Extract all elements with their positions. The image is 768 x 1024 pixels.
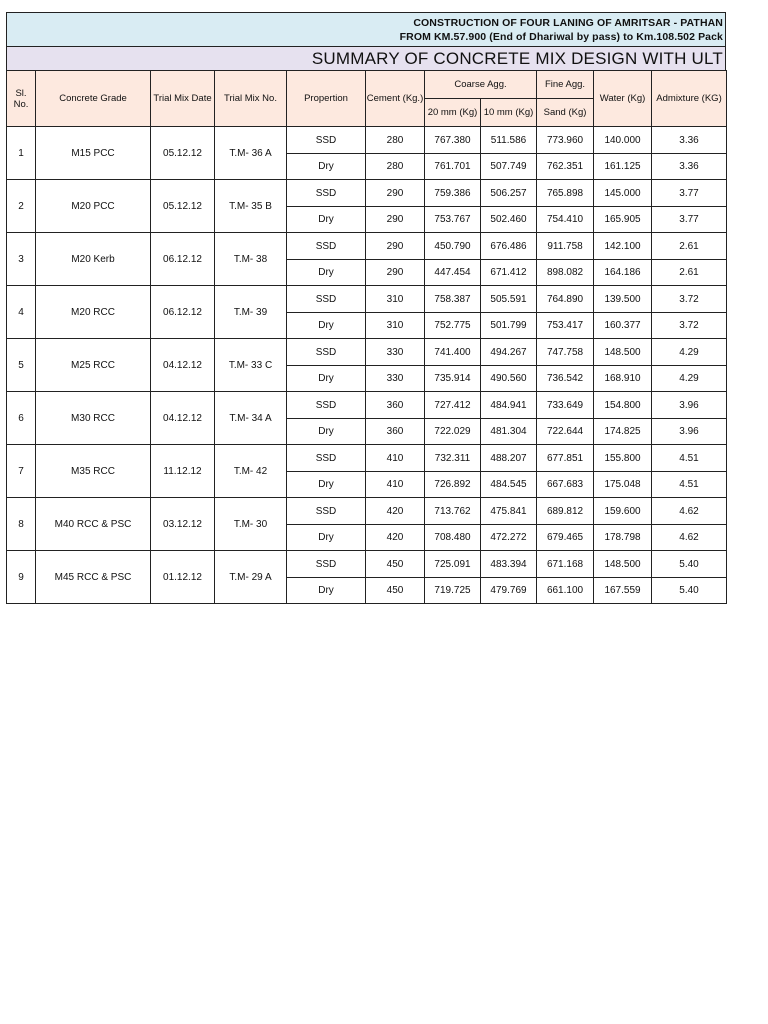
cement-cell: 310 <box>366 286 425 313</box>
concrete-grade-cell: M20 RCC <box>36 286 151 339</box>
admixture-cell: 2.61 <box>652 233 727 260</box>
trial-date-cell: 06.12.12 <box>151 233 215 286</box>
agg-20mm-cell: 761.701 <box>425 154 481 180</box>
sand-cell: 679.465 <box>537 525 594 551</box>
cement-cell: 450 <box>366 578 425 604</box>
concrete-grade-cell: M35 RCC <box>36 445 151 498</box>
proportion-cell: Dry <box>287 419 366 445</box>
trial-no-cell: T.M- 33 C <box>215 339 287 392</box>
cement-cell: 290 <box>366 233 425 260</box>
agg-10mm-cell: 479.769 <box>481 578 537 604</box>
cement-cell: 310 <box>366 313 425 339</box>
sand-cell: 753.417 <box>537 313 594 339</box>
trial-no-cell: T.M- 38 <box>215 233 287 286</box>
project-title-line2: FROM KM.57.900 (End of Dhariwal by pass) to Km.108.502 Pack <box>399 31 723 43</box>
concrete-grade-cell: M15 PCC <box>36 127 151 180</box>
concrete-grade-cell: M25 RCC <box>36 339 151 392</box>
proportion-cell: SSD <box>287 498 366 525</box>
water-cell: 168.910 <box>594 366 652 392</box>
concrete-grade-cell: M45 RCC & PSC <box>36 551 151 604</box>
proportion-cell: SSD <box>287 445 366 472</box>
cement-cell: 330 <box>366 339 425 366</box>
agg-10mm-cell: 488.207 <box>481 445 537 472</box>
table-row <box>7 339 727 366</box>
agg-10mm-cell: 501.799 <box>481 313 537 339</box>
summary-title-band <box>6 47 726 70</box>
mix-design-sheet <box>6 12 726 634</box>
admixture-cell: 3.72 <box>652 286 727 313</box>
mix-design-table <box>6 70 727 604</box>
proportion-cell: Dry <box>287 525 366 551</box>
proportion-cell: SSD <box>287 233 366 260</box>
proportion-cell: Dry <box>287 366 366 392</box>
agg-10mm-cell: 502.460 <box>481 207 537 233</box>
cement-cell: 280 <box>366 154 425 180</box>
admixture-cell: 4.62 <box>652 525 727 551</box>
agg-20mm-cell: 450.790 <box>425 233 481 260</box>
sand-cell: 736.542 <box>537 366 594 392</box>
agg-10mm-cell: 511.586 <box>481 127 537 154</box>
agg-10mm-cell: 506.257 <box>481 180 537 207</box>
cement-cell: 410 <box>366 472 425 498</box>
trial-date-cell: 11.12.12 <box>151 445 215 498</box>
table-body <box>7 127 727 604</box>
agg-20mm-cell: 726.892 <box>425 472 481 498</box>
water-cell: 165.905 <box>594 207 652 233</box>
water-cell: 164.186 <box>594 260 652 286</box>
col-header-water: Water (Kg) <box>594 71 652 127</box>
col-header-coarse-agg: Coarse Agg. <box>425 71 537 99</box>
summary-title: SUMMARY OF CONCRETE MIX DESIGN WITH ULT <box>311 49 723 68</box>
col-header-fine-agg: Fine Agg. <box>537 71 594 99</box>
cement-cell: 290 <box>366 180 425 207</box>
concrete-grade-cell: M40 RCC & PSC <box>36 498 151 551</box>
water-cell: 161.125 <box>594 154 652 180</box>
admixture-cell: 3.36 <box>652 127 727 154</box>
agg-10mm-cell: 505.591 <box>481 286 537 313</box>
agg-20mm-cell: 719.725 <box>425 578 481 604</box>
cement-cell: 290 <box>366 260 425 286</box>
table-row <box>7 286 727 313</box>
proportion-cell: Dry <box>287 154 366 180</box>
table-header <box>7 71 727 127</box>
trial-date-cell: 05.12.12 <box>151 127 215 180</box>
water-cell: 139.500 <box>594 286 652 313</box>
sand-cell: 733.649 <box>537 392 594 419</box>
agg-10mm-cell: 671.412 <box>481 260 537 286</box>
proportion-cell: Dry <box>287 260 366 286</box>
sand-cell: 754.410 <box>537 207 594 233</box>
agg-10mm-cell: 481.304 <box>481 419 537 445</box>
sl-no-cell: 5 <box>7 339 36 392</box>
agg-20mm-cell: 727.412 <box>425 392 481 419</box>
agg-20mm-cell: 713.762 <box>425 498 481 525</box>
admixture-cell: 5.40 <box>652 551 727 578</box>
admixture-cell: 3.96 <box>652 392 727 419</box>
water-cell: 160.377 <box>594 313 652 339</box>
trial-no-cell: T.M- 29 A <box>215 551 287 604</box>
water-cell: 159.600 <box>594 498 652 525</box>
water-cell: 154.800 <box>594 392 652 419</box>
col-header-sand: Sand (Kg) <box>537 99 594 127</box>
admixture-cell: 5.40 <box>652 578 727 604</box>
sl-no-cell: 8 <box>7 498 36 551</box>
admixture-cell: 4.51 <box>652 445 727 472</box>
proportion-cell: SSD <box>287 180 366 207</box>
trial-no-cell: T.M- 34 A <box>215 392 287 445</box>
agg-20mm-cell: 708.480 <box>425 525 481 551</box>
col-header-trial-mix-date: Trial Mix Date <box>151 71 215 127</box>
sand-cell: 747.758 <box>537 339 594 366</box>
trial-date-cell: 05.12.12 <box>151 180 215 233</box>
proportion-cell: Dry <box>287 578 366 604</box>
trial-date-cell: 06.12.12 <box>151 286 215 339</box>
water-cell: 140.000 <box>594 127 652 154</box>
admixture-cell: 4.29 <box>652 366 727 392</box>
water-cell: 148.500 <box>594 551 652 578</box>
agg-20mm-cell: 447.454 <box>425 260 481 286</box>
admixture-cell: 3.96 <box>652 419 727 445</box>
trial-no-cell: T.M- 36 A <box>215 127 287 180</box>
sl-no-cell: 9 <box>7 551 36 604</box>
col-header-10mm: 10 mm (Kg) <box>481 99 537 127</box>
cement-cell: 280 <box>366 127 425 154</box>
agg-20mm-cell: 752.775 <box>425 313 481 339</box>
sand-cell: 677.851 <box>537 445 594 472</box>
admixture-cell: 3.72 <box>652 313 727 339</box>
cement-cell: 360 <box>366 392 425 419</box>
water-cell: 174.825 <box>594 419 652 445</box>
cement-cell: 330 <box>366 366 425 392</box>
trial-date-cell: 01.12.12 <box>151 551 215 604</box>
sand-cell: 722.644 <box>537 419 594 445</box>
water-cell: 175.048 <box>594 472 652 498</box>
agg-20mm-cell: 741.400 <box>425 339 481 366</box>
cement-cell: 420 <box>366 498 425 525</box>
trial-no-cell: T.M- 39 <box>215 286 287 339</box>
table-row <box>7 551 727 578</box>
col-header-20mm: 20 mm (Kg) <box>425 99 481 127</box>
concrete-grade-cell: M20 Kerb <box>36 233 151 286</box>
trial-date-cell: 04.12.12 <box>151 339 215 392</box>
sand-cell: 671.168 <box>537 551 594 578</box>
agg-10mm-cell: 475.841 <box>481 498 537 525</box>
proportion-cell: SSD <box>287 286 366 313</box>
sand-cell: 773.960 <box>537 127 594 154</box>
cement-cell: 420 <box>366 525 425 551</box>
sl-no-cell: 6 <box>7 392 36 445</box>
water-cell: 148.500 <box>594 339 652 366</box>
sl-no-cell: 4 <box>7 286 36 339</box>
water-cell: 145.000 <box>594 180 652 207</box>
col-header-concrete-grade: Concrete Grade <box>36 71 151 127</box>
proportion-cell: Dry <box>287 472 366 498</box>
admixture-cell: 4.51 <box>652 472 727 498</box>
cement-cell: 450 <box>366 551 425 578</box>
agg-20mm-cell: 725.091 <box>425 551 481 578</box>
agg-20mm-cell: 722.029 <box>425 419 481 445</box>
cement-cell: 410 <box>366 445 425 472</box>
col-header-proportion: Propertion <box>287 71 366 127</box>
col-header-cement: Cement (Kg.) <box>366 71 425 127</box>
table-row <box>7 233 727 260</box>
sand-cell: 762.351 <box>537 154 594 180</box>
agg-10mm-cell: 676.486 <box>481 233 537 260</box>
proportion-cell: SSD <box>287 392 366 419</box>
agg-10mm-cell: 507.749 <box>481 154 537 180</box>
sand-cell: 689.812 <box>537 498 594 525</box>
sl-no-cell: 2 <box>7 180 36 233</box>
agg-10mm-cell: 483.394 <box>481 551 537 578</box>
agg-20mm-cell: 759.386 <box>425 180 481 207</box>
agg-20mm-cell: 753.767 <box>425 207 481 233</box>
sl-no-cell: 1 <box>7 127 36 180</box>
sand-cell: 911.758 <box>537 233 594 260</box>
admixture-cell: 4.62 <box>652 498 727 525</box>
col-header-admixture: Admixture (KG) <box>652 71 727 127</box>
water-cell: 167.559 <box>594 578 652 604</box>
water-cell: 178.798 <box>594 525 652 551</box>
agg-10mm-cell: 484.545 <box>481 472 537 498</box>
admixture-cell: 4.29 <box>652 339 727 366</box>
table-row <box>7 180 727 207</box>
agg-10mm-cell: 472.272 <box>481 525 537 551</box>
agg-10mm-cell: 494.267 <box>481 339 537 366</box>
agg-20mm-cell: 758.387 <box>425 286 481 313</box>
proportion-cell: SSD <box>287 127 366 154</box>
sand-cell: 765.898 <box>537 180 594 207</box>
agg-20mm-cell: 735.914 <box>425 366 481 392</box>
col-header-sl-no: Sl. No. <box>7 71 36 127</box>
trial-no-cell: T.M- 42 <box>215 445 287 498</box>
trial-no-cell: T.M- 30 <box>215 498 287 551</box>
project-title-line1: CONSTRUCTION OF FOUR LANING OF AMRITSAR - PATHAN <box>413 17 723 29</box>
proportion-cell: Dry <box>287 313 366 339</box>
water-cell: 142.100 <box>594 233 652 260</box>
project-header <box>6 12 726 47</box>
proportion-cell: Dry <box>287 207 366 233</box>
proportion-cell: SSD <box>287 339 366 366</box>
agg-10mm-cell: 484.941 <box>481 392 537 419</box>
sl-no-cell: 7 <box>7 445 36 498</box>
admixture-cell: 3.77 <box>652 180 727 207</box>
table-row <box>7 498 727 525</box>
trial-no-cell: T.M- 35 B <box>215 180 287 233</box>
trial-date-cell: 04.12.12 <box>151 392 215 445</box>
sand-cell: 667.683 <box>537 472 594 498</box>
proportion-cell: SSD <box>287 551 366 578</box>
concrete-grade-cell: M20 PCC <box>36 180 151 233</box>
trial-date-cell: 03.12.12 <box>151 498 215 551</box>
sand-cell: 661.100 <box>537 578 594 604</box>
sand-cell: 764.890 <box>537 286 594 313</box>
sand-cell: 898.082 <box>537 260 594 286</box>
cement-cell: 360 <box>366 419 425 445</box>
cement-cell: 290 <box>366 207 425 233</box>
agg-20mm-cell: 732.311 <box>425 445 481 472</box>
admixture-cell: 3.36 <box>652 154 727 180</box>
agg-20mm-cell: 767.380 <box>425 127 481 154</box>
agg-10mm-cell: 490.560 <box>481 366 537 392</box>
concrete-grade-cell: M30 RCC <box>36 392 151 445</box>
admixture-cell: 3.77 <box>652 207 727 233</box>
col-header-trial-mix-no: Trial Mix No. <box>215 71 287 127</box>
table-row <box>7 445 727 472</box>
table-row <box>7 127 727 154</box>
sl-no-cell: 3 <box>7 233 36 286</box>
table-row <box>7 392 727 419</box>
admixture-cell: 2.61 <box>652 260 727 286</box>
water-cell: 155.800 <box>594 445 652 472</box>
